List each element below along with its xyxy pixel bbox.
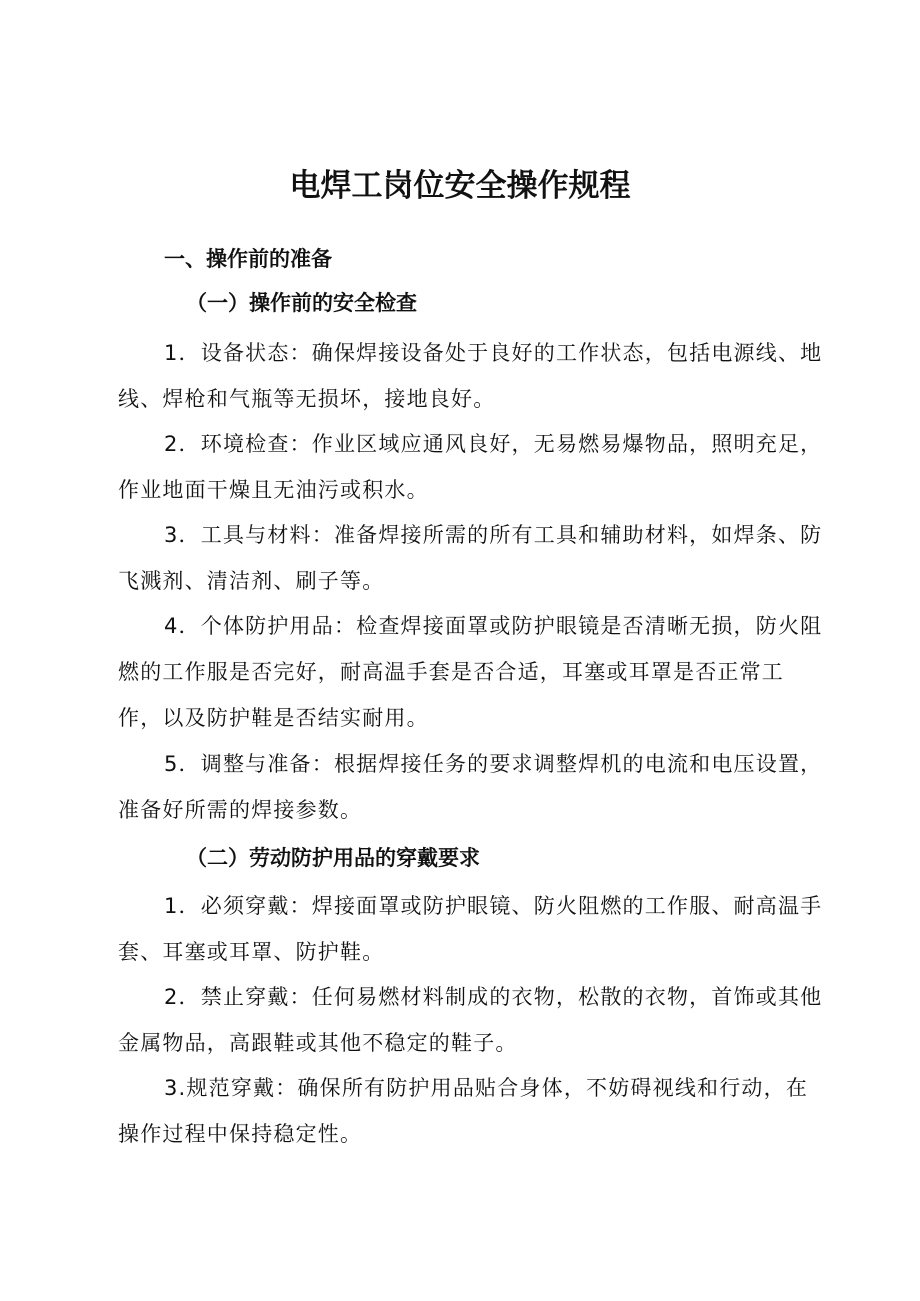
paragraph-personal-protection: 4．个体防护用品：检查焊接面罩或防护眼镜是否清晰无损，防火阻燃的工作服是否完好，耐高温手套是否合适，耳塞或耳罩是否正常工作，以及防护鞋是否结实耐用。 (118, 614, 823, 730)
paragraph-proper-wear: 3.规范穿戴：确保所有防护用品贴合身体，不妨碍视线和行动，在操作过程中保持稳定性。 (118, 1076, 809, 1146)
paragraph-forbidden-wear: 2．禁止穿戴：任何易燃材料制成的衣物，松散的衣物，首饰或其他金属物品，高跟鞋或其他不稳定的鞋子。 (118, 985, 823, 1055)
section-heading-preparation: 一、操作前的准备 (164, 247, 332, 271)
subsection-heading-ppe-requirements: （二）劳动防护用品的穿戴要求 (186, 846, 480, 870)
subsection-heading-safety-check: （一）操作前的安全检查 (186, 291, 417, 315)
paragraph-must-wear: 1．必须穿戴：焊接面罩或防护眼镜、防火阻燃的工作服、耐高温手套、耳塞或耳罩、防护鞋。 (118, 894, 823, 964)
paragraph-equipment-status: 1．设备状态：确保焊接设备处于良好的工作状态，包括电源线、地线、焊枪和气瓶等无损坏，接地良好。 (118, 341, 823, 411)
document-title: 电焊工岗位安全操作规程 (289, 168, 631, 204)
paragraph-environment-check: 2．环境检查：作业区域应通风良好，无易燃易爆物品，照明充足，作业地面干燥且无油污或积水。 (118, 432, 823, 502)
paragraph-adjust-prepare: 5．调整与准备：根据焊接任务的要求调整焊机的电流和电压设置，准备好所需的焊接参数。 (118, 752, 823, 822)
paragraph-tools-materials: 3．工具与材料：准备焊接所需的所有工具和辅助材料，如焊条、防飞溅剂、清洁剂、刷子等。 (118, 523, 823, 593)
